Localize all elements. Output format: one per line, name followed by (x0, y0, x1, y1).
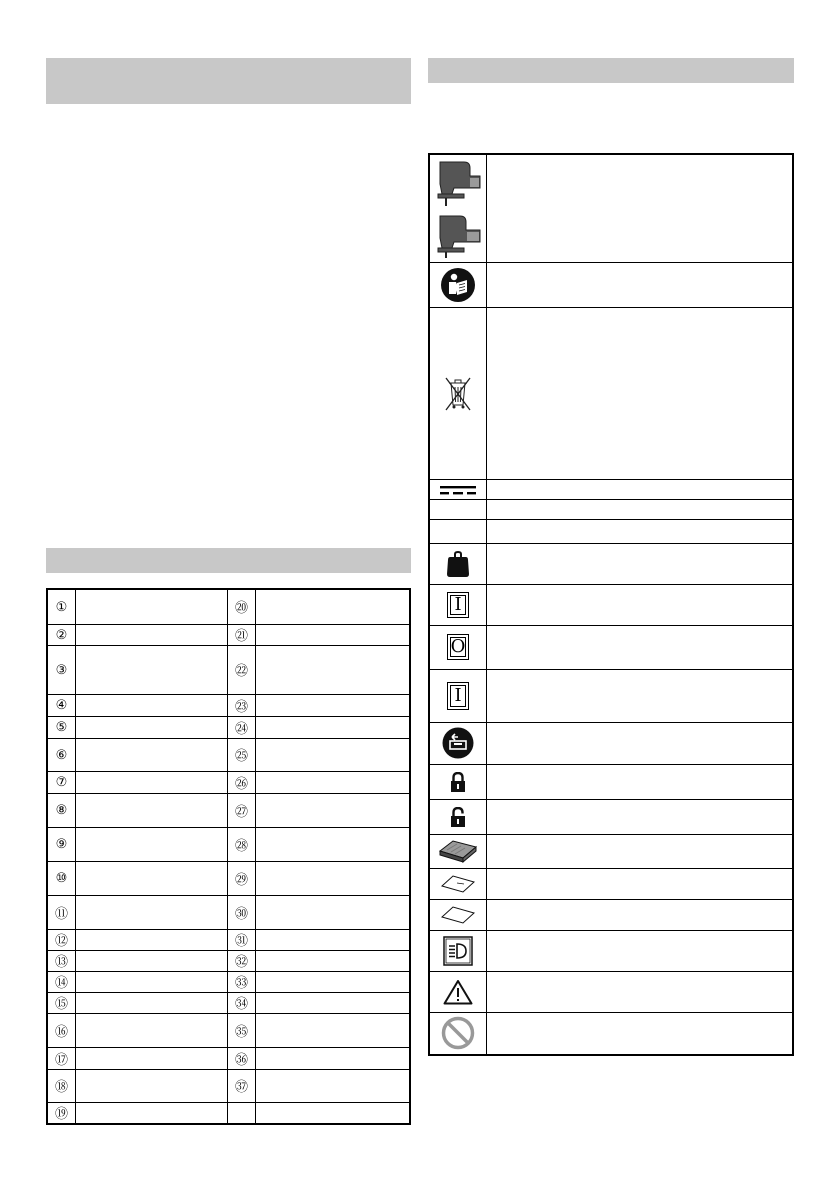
symbol-description (487, 899, 794, 930)
symbol-cell (429, 971, 487, 1012)
part-number: ⑳ (228, 589, 256, 624)
symbol-cell (429, 519, 487, 543)
symbol-description (487, 799, 794, 834)
symbol-description (487, 543, 794, 584)
weee-bin-icon (443, 374, 473, 412)
part-number: ㉝ (228, 971, 256, 992)
part-description (256, 793, 411, 827)
part-number: ㉓ (228, 694, 256, 716)
part-number: ㉙ (228, 861, 256, 895)
battery-pack-icon (439, 839, 477, 863)
part-description (76, 950, 228, 971)
part-description (76, 738, 228, 771)
part-number: ④ (47, 694, 76, 716)
part-number: ㉗ (228, 793, 256, 827)
part-description (256, 716, 411, 738)
symbol-description (487, 307, 794, 479)
part-description (76, 694, 228, 716)
part-number: ㉜ (228, 950, 256, 971)
table-row (47, 950, 410, 971)
part-number: ⑭ (47, 971, 76, 992)
part-description (76, 992, 228, 1013)
table-row (429, 584, 793, 625)
part-number: ⑱ (47, 1069, 76, 1102)
symbol-description (487, 262, 794, 307)
part-description (76, 589, 228, 624)
read-manual-icon (440, 267, 476, 303)
symbol-description (487, 722, 794, 764)
symbol-description (487, 868, 794, 899)
part-description (76, 716, 228, 738)
symbol-cell (429, 669, 487, 722)
table-row (429, 519, 793, 543)
table-row (429, 799, 793, 834)
light-icon (443, 936, 473, 966)
part-description (256, 827, 411, 861)
unlock-icon (450, 807, 466, 827)
part-number: ⑧ (47, 793, 76, 827)
part-number (228, 1102, 256, 1124)
table-row (47, 645, 410, 694)
symbol-cell (429, 479, 487, 499)
symbol-description (487, 519, 794, 543)
table-row (47, 694, 410, 716)
part-description (76, 895, 228, 929)
part-number: ③ (47, 645, 76, 694)
part-description (256, 1013, 411, 1047)
part-description (76, 929, 228, 950)
part-description (76, 971, 228, 992)
warning-icon (443, 979, 473, 1005)
table-row (47, 861, 410, 895)
part-number: ㉒ (228, 645, 256, 694)
part-number: ⑩ (47, 861, 76, 895)
weight-icon (447, 551, 469, 577)
symbol-cell (429, 154, 487, 262)
symbol-description (487, 154, 794, 262)
table-row (47, 971, 410, 992)
table-row (429, 262, 793, 307)
part-description (256, 929, 411, 950)
section-header-bar-left-parts (46, 548, 411, 573)
table-row (429, 722, 793, 764)
table-row (429, 834, 793, 868)
part-number: ① (47, 589, 76, 624)
part-number: ㉚ (228, 895, 256, 929)
table-row (47, 1069, 410, 1102)
table-row (47, 895, 410, 929)
part-description (256, 895, 411, 929)
part-description (76, 861, 228, 895)
part-number: ⑨ (47, 827, 76, 861)
symbol-description (487, 625, 794, 669)
part-description (76, 1102, 228, 1124)
table-row (429, 899, 793, 930)
part-number: ㊱ (228, 1047, 256, 1069)
plate-icon (441, 874, 475, 894)
table-row (47, 589, 410, 624)
symbol-description (487, 499, 794, 519)
table-row (429, 764, 793, 799)
plate-icon (441, 905, 475, 925)
part-number: ⑬ (47, 950, 76, 971)
table-row (429, 1012, 793, 1055)
part-description (256, 950, 411, 971)
symbol-description (487, 971, 794, 1012)
symbol-cell (429, 799, 487, 834)
table-row (429, 625, 793, 669)
table-row (47, 1102, 410, 1124)
table-row (47, 992, 410, 1013)
symbol-cell (429, 764, 487, 799)
symbols-table (428, 153, 794, 1056)
part-description (256, 971, 411, 992)
table-row (429, 499, 793, 519)
symbol-cell (429, 834, 487, 868)
parts-list-table (46, 588, 411, 1125)
prohibited-icon (441, 1016, 475, 1050)
table-row (47, 1047, 410, 1069)
symbol-cell (429, 584, 487, 625)
table-row (47, 624, 410, 645)
part-number: ⑫ (47, 929, 76, 950)
part-description (256, 861, 411, 895)
part-number: ⑥ (47, 738, 76, 771)
switch-on-icon: I (447, 592, 469, 618)
part-number: ⑰ (47, 1047, 76, 1069)
table-row (429, 479, 793, 499)
symbol-cell (429, 625, 487, 669)
part-description (256, 992, 411, 1013)
part-number: ㉟ (228, 1013, 256, 1047)
symbol-cell (429, 543, 487, 584)
part-description (256, 645, 411, 694)
symbol-cell (429, 722, 487, 764)
part-description (256, 694, 411, 716)
part-description (256, 624, 411, 645)
part-description (256, 771, 411, 793)
part-number: ⑯ (47, 1013, 76, 1047)
table-row (47, 738, 410, 771)
symbol-cell (429, 307, 487, 479)
part-number: ㉖ (228, 771, 256, 793)
symbol-cell (429, 1012, 487, 1055)
table-row (429, 669, 793, 722)
symbol-description (487, 764, 794, 799)
part-number: ⑪ (47, 895, 76, 929)
symbol-description (487, 584, 794, 625)
part-description (256, 1102, 411, 1124)
symbol-description (487, 669, 794, 722)
table-row (47, 716, 410, 738)
table-row (47, 827, 410, 861)
part-description (76, 827, 228, 861)
switch-off-icon: O (447, 634, 469, 660)
jigsaw-icon (434, 158, 482, 258)
section-header-bar-right (428, 58, 794, 83)
symbol-description (487, 479, 794, 499)
part-number: ⑮ (47, 992, 76, 1013)
symbol-description (487, 834, 794, 868)
table-row (429, 154, 793, 262)
dc-current-icon (440, 484, 476, 496)
section-header-bar-left-top (46, 58, 411, 104)
symbol-cell (429, 930, 487, 971)
part-number: ⑲ (47, 1102, 76, 1124)
part-number: ㉑ (228, 624, 256, 645)
part-number: ㉘ (228, 827, 256, 861)
switch-on-icon: I (447, 682, 469, 710)
part-description (256, 738, 411, 771)
part-description (76, 1069, 228, 1102)
part-number: ㉞ (228, 992, 256, 1013)
battery-remove-icon (442, 727, 474, 759)
table-row (429, 971, 793, 1012)
part-number: ㉛ (228, 929, 256, 950)
table-row (47, 793, 410, 827)
symbol-cell (429, 262, 487, 307)
part-description (76, 793, 228, 827)
part-description (76, 645, 228, 694)
table-row (47, 771, 410, 793)
table-row (429, 930, 793, 971)
symbol-description (487, 930, 794, 971)
symbol-cell (429, 899, 487, 930)
part-number: ㉕ (228, 738, 256, 771)
part-description (256, 589, 411, 624)
part-description (76, 771, 228, 793)
part-description (256, 1047, 411, 1069)
part-description (76, 1047, 228, 1069)
table-row (429, 868, 793, 899)
part-description (76, 624, 228, 645)
symbol-description (487, 1012, 794, 1055)
part-description (76, 1013, 228, 1047)
part-number: ㊲ (228, 1069, 256, 1102)
table-row (429, 307, 793, 479)
lock-icon (450, 772, 466, 792)
part-number: ㉔ (228, 716, 256, 738)
table-row (47, 1013, 410, 1047)
part-number: ② (47, 624, 76, 645)
table-row (47, 929, 410, 950)
part-description (256, 1069, 411, 1102)
symbol-cell (429, 499, 487, 519)
symbol-cell (429, 868, 487, 899)
part-number: ⑦ (47, 771, 76, 793)
part-number: ⑤ (47, 716, 76, 738)
table-row (429, 543, 793, 584)
